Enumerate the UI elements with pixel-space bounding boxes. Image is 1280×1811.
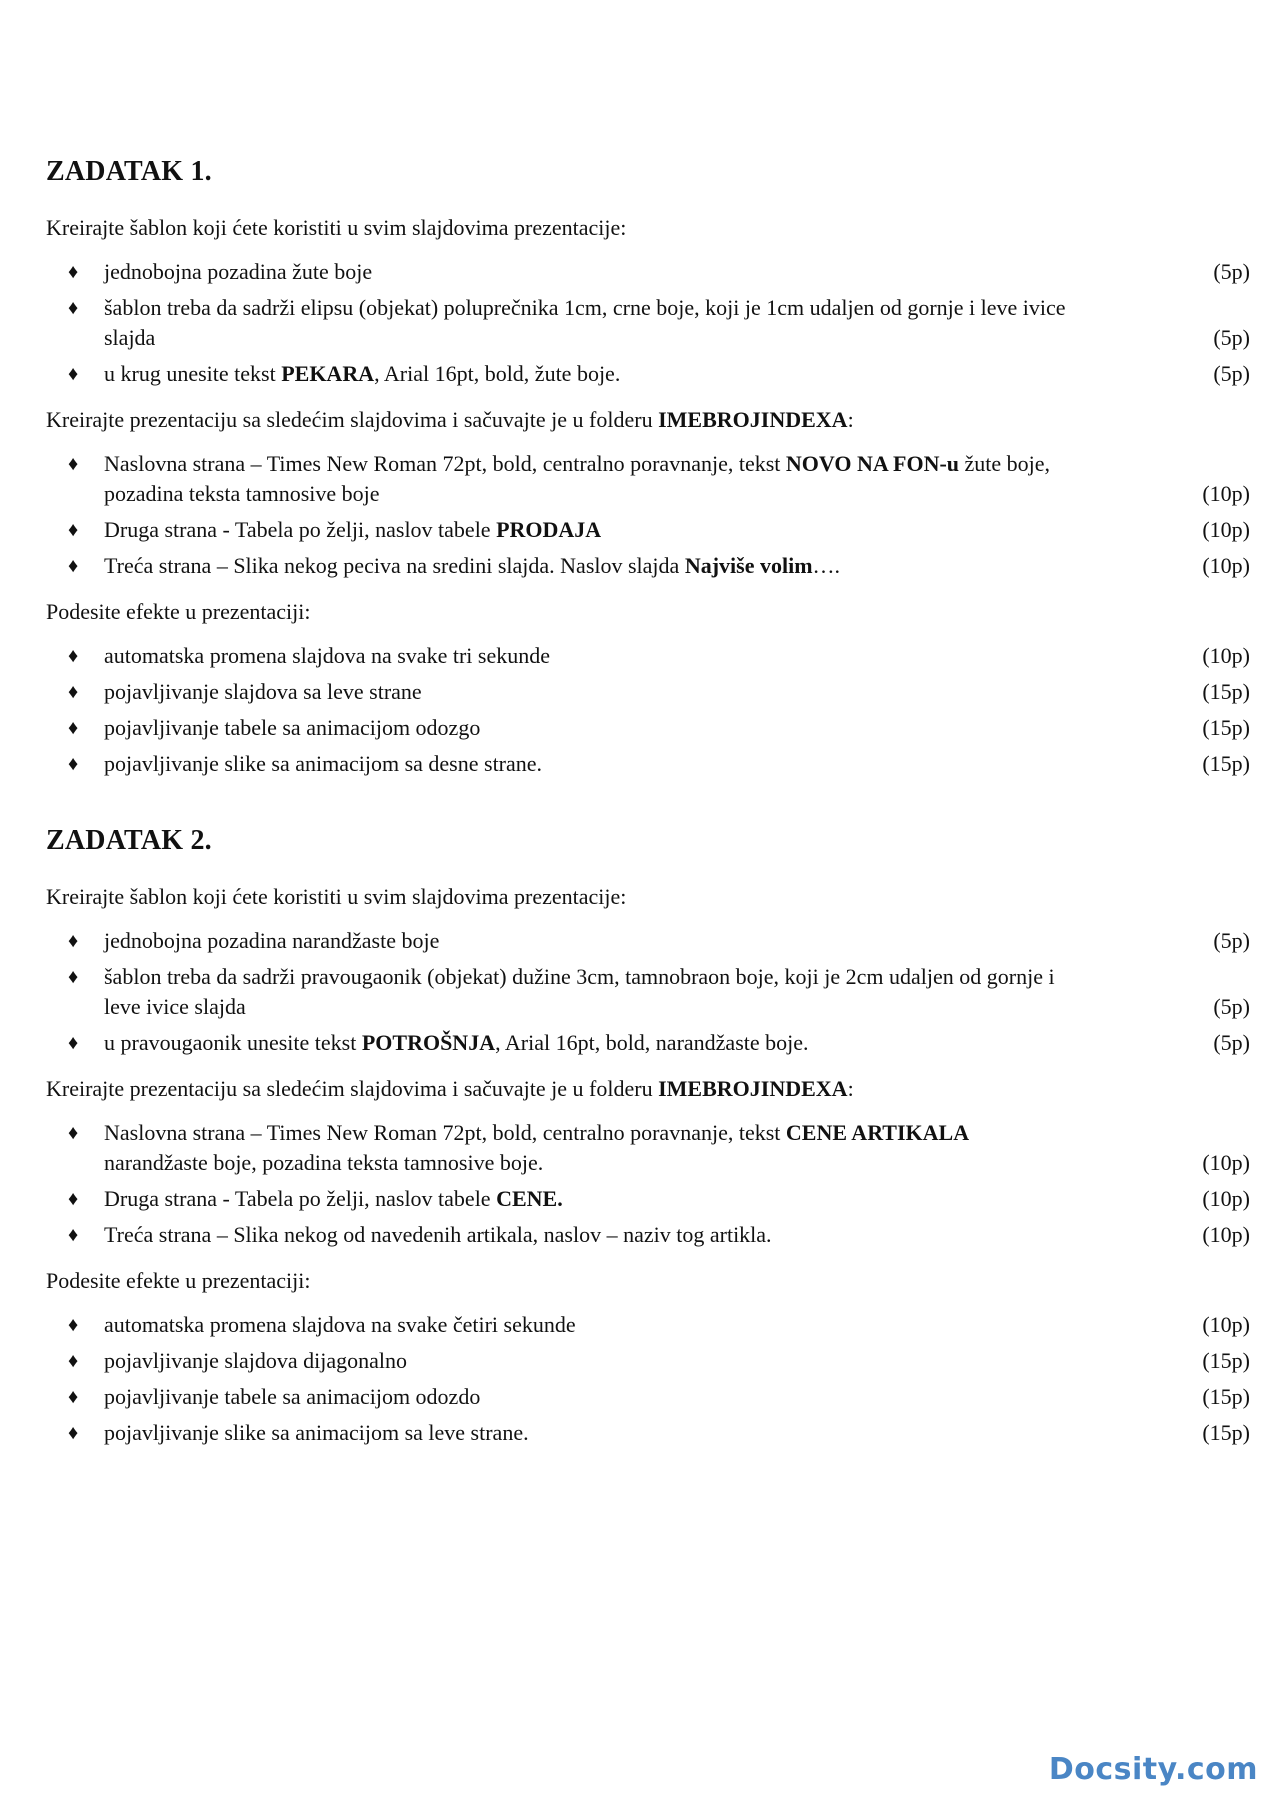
item-points: (5p) bbox=[1213, 1030, 1250, 1055]
item-points: (10p) bbox=[1202, 1222, 1250, 1247]
save-intro-text: Kreirajte prezentaciju sa sledećim slajdovima i sačuvajte je u folderu bbox=[46, 1076, 659, 1101]
list-item bbox=[46, 1310, 1250, 1340]
bullet-diamond-icon: ♦ bbox=[68, 453, 79, 475]
item-text: automatska promena slajdova na svake četiri sekunde bbox=[104, 1312, 576, 1337]
bullet-diamond-icon: ♦ bbox=[68, 363, 79, 385]
item-text: pojavljivanje slajdova dijagonalno bbox=[104, 1348, 408, 1373]
item-second-line bbox=[104, 479, 1250, 509]
item-bold-text: PRODAJA bbox=[496, 517, 602, 542]
list-item bbox=[46, 1220, 1250, 1250]
item-text: pojavljivanje tabele sa animacijom odozgo bbox=[104, 715, 481, 740]
item-bold-text: CENE. bbox=[496, 1186, 563, 1211]
task-section-1 bbox=[46, 156, 1250, 779]
item-points: (10p) bbox=[1202, 643, 1250, 668]
document-page bbox=[46, 140, 1250, 1494]
item-text: u pravougaonik unesite tekst bbox=[104, 1030, 362, 1055]
item-points: (10p) bbox=[1202, 517, 1250, 542]
item-text: šablon treba da sadrži elipsu (objekat) poluprečnika 1cm, crne boje, koji je 1cm udaljen od gornje i leve ivice bbox=[104, 295, 1066, 320]
template-intro: Kreirajte šablon koji ćete koristiti u svim slajdovima prezentacije: bbox=[46, 884, 627, 909]
template-list bbox=[46, 257, 1250, 389]
item-text: šablon treba da sadrži pravougaonik (objekat) dužine 3cm, tamnobraon boje, koji je 2cm udaljen od gornje i bbox=[104, 964, 1055, 989]
item-text: pojavljivanje tabele sa animacijom odozdo bbox=[104, 1384, 481, 1409]
list-item bbox=[46, 677, 1250, 707]
item-bold-text: PEKARA bbox=[281, 361, 375, 386]
item-text-after: …. bbox=[812, 553, 841, 578]
effects-list bbox=[46, 641, 1250, 779]
item-points: (10p) bbox=[1202, 1150, 1250, 1175]
item-points: (5p) bbox=[1213, 259, 1250, 284]
template-list bbox=[46, 926, 1250, 1058]
list-item bbox=[46, 293, 1250, 353]
item-second-line bbox=[104, 323, 1250, 353]
list-item bbox=[46, 359, 1250, 389]
item-points: (15p) bbox=[1202, 679, 1250, 704]
bullet-diamond-icon: ♦ bbox=[68, 681, 79, 703]
item-points: (10p) bbox=[1202, 553, 1250, 578]
item-bold-text: NOVO NA FON-u bbox=[785, 451, 960, 476]
item-second-line bbox=[104, 992, 1250, 1022]
list-item bbox=[46, 962, 1250, 1022]
slides-list bbox=[46, 1118, 1250, 1250]
item-bold-text: CENE ARTIKALA bbox=[785, 1120, 970, 1145]
bullet-diamond-icon: ♦ bbox=[68, 519, 79, 541]
item-text: jednobojna pozadina narandžaste boje bbox=[104, 928, 440, 953]
bullet-diamond-icon: ♦ bbox=[68, 645, 79, 667]
bullet-diamond-icon: ♦ bbox=[68, 1032, 79, 1054]
bullet-diamond-icon: ♦ bbox=[68, 930, 79, 952]
item-second-line-text: leve ivice slajda bbox=[104, 994, 246, 1019]
list-item bbox=[46, 257, 1250, 287]
bullet-diamond-icon: ♦ bbox=[68, 753, 79, 775]
item-text: Treća strana – Slika nekog peciva na sredini slajda. Naslov slajda bbox=[104, 553, 685, 578]
item-points: (15p) bbox=[1202, 1348, 1250, 1373]
item-text: Druga strana - Tabela po želji, naslov tabele bbox=[104, 517, 497, 542]
item-points: (10p) bbox=[1202, 1312, 1250, 1337]
item-points: (10p) bbox=[1202, 1186, 1250, 1211]
item-second-line-text: slajda bbox=[104, 325, 156, 350]
item-second-line bbox=[104, 1148, 1250, 1178]
bullet-diamond-icon: ♦ bbox=[68, 1422, 79, 1444]
bullet-diamond-icon: ♦ bbox=[68, 1386, 79, 1408]
list-item bbox=[46, 515, 1250, 545]
save-intro bbox=[46, 405, 1250, 435]
item-text: pojavljivanje slike sa animacijom sa leve strane. bbox=[104, 1420, 529, 1445]
item-points: (5p) bbox=[1213, 928, 1250, 953]
bullet-diamond-icon: ♦ bbox=[68, 1314, 79, 1336]
folder-name: IMEBROJINDEXA bbox=[658, 1076, 848, 1101]
item-points: (5p) bbox=[1213, 361, 1250, 386]
item-text: u krug unesite tekst bbox=[104, 361, 282, 386]
item-points: (15p) bbox=[1202, 751, 1250, 776]
folder-name: IMEBROJINDEXA bbox=[658, 407, 848, 432]
item-points: (5p) bbox=[1213, 994, 1250, 1019]
item-text: automatska promena slajdova na svake tri sekunde bbox=[104, 643, 550, 668]
list-item bbox=[46, 1418, 1250, 1448]
save-intro-text: Kreirajte prezentaciju sa sledećim slajdovima i sačuvajte je u folderu bbox=[46, 407, 659, 432]
item-second-line-text: pozadina teksta tamnosive boje bbox=[104, 481, 380, 506]
item-text: Druga strana - Tabela po želji, naslov tabele bbox=[104, 1186, 497, 1211]
item-bold-text: POTROŠNJA bbox=[361, 1030, 496, 1055]
item-points: (15p) bbox=[1202, 1384, 1250, 1409]
list-item bbox=[46, 1184, 1250, 1214]
item-bold-text: Najviše volim bbox=[684, 553, 813, 578]
bullet-diamond-icon: ♦ bbox=[68, 1350, 79, 1372]
bullet-diamond-icon: ♦ bbox=[68, 297, 79, 319]
effects-intro: Podesite efekte u prezentaciji: bbox=[46, 1268, 311, 1293]
list-item bbox=[46, 551, 1250, 581]
save-intro bbox=[46, 1074, 1250, 1104]
item-text-after: , Arial 16pt, bold, žute boje. bbox=[374, 361, 621, 386]
list-item bbox=[46, 749, 1250, 779]
task-section-2 bbox=[46, 825, 1250, 1448]
item-points: (5p) bbox=[1213, 325, 1250, 350]
task-title: ZADATAK 2. bbox=[46, 825, 212, 856]
list-item bbox=[46, 713, 1250, 743]
list-item bbox=[46, 449, 1250, 509]
item-text: pojavljivanje slike sa animacijom sa desne strane. bbox=[104, 751, 543, 776]
bullet-diamond-icon: ♦ bbox=[68, 717, 79, 739]
list-item bbox=[46, 1346, 1250, 1376]
item-text: pojavljivanje slajdova sa leve strane bbox=[104, 679, 422, 704]
bullet-diamond-icon: ♦ bbox=[68, 261, 79, 283]
item-second-line-text: narandžaste boje, pozadina teksta tamnosive boje. bbox=[104, 1150, 544, 1175]
task-title: ZADATAK 1. bbox=[46, 156, 212, 187]
list-item bbox=[46, 926, 1250, 956]
slides-list bbox=[46, 449, 1250, 581]
save-intro-colon: : bbox=[847, 1076, 854, 1101]
item-points: (15p) bbox=[1202, 715, 1250, 740]
list-item bbox=[46, 1028, 1250, 1058]
list-item bbox=[46, 1118, 1250, 1178]
item-points: (10p) bbox=[1202, 481, 1250, 506]
item-points: (15p) bbox=[1202, 1420, 1250, 1445]
effects-list bbox=[46, 1310, 1250, 1448]
item-text: Naslovna strana – Times New Roman 72pt, bold, centralno poravnanje, tekst bbox=[104, 1120, 786, 1145]
docsity-watermark-logo: Docsity.com bbox=[1048, 1752, 1258, 1787]
item-text: Naslovna strana – Times New Roman 72pt, bold, centralno poravnanje, tekst bbox=[104, 451, 786, 476]
item-text: Treća strana – Slika nekog od navedenih artikala, naslov – naziv tog artikla. bbox=[104, 1222, 772, 1247]
save-intro-colon: : bbox=[847, 407, 854, 432]
bullet-diamond-icon: ♦ bbox=[68, 1122, 79, 1144]
item-text-after: , Arial 16pt, bold, narandžaste boje. bbox=[495, 1030, 809, 1055]
effects-intro: Podesite efekte u prezentaciji: bbox=[46, 599, 311, 624]
list-item bbox=[46, 641, 1250, 671]
bullet-diamond-icon: ♦ bbox=[68, 1188, 79, 1210]
bullet-diamond-icon: ♦ bbox=[68, 1224, 79, 1246]
list-item bbox=[46, 1382, 1250, 1412]
template-intro: Kreirajte šablon koji ćete koristiti u svim slajdovima prezentacije: bbox=[46, 215, 627, 240]
item-text: jednobojna pozadina žute boje bbox=[104, 259, 373, 284]
item-text-after: žute boje, bbox=[959, 451, 1051, 476]
bullet-diamond-icon: ♦ bbox=[68, 555, 79, 577]
bullet-diamond-icon: ♦ bbox=[68, 966, 79, 988]
